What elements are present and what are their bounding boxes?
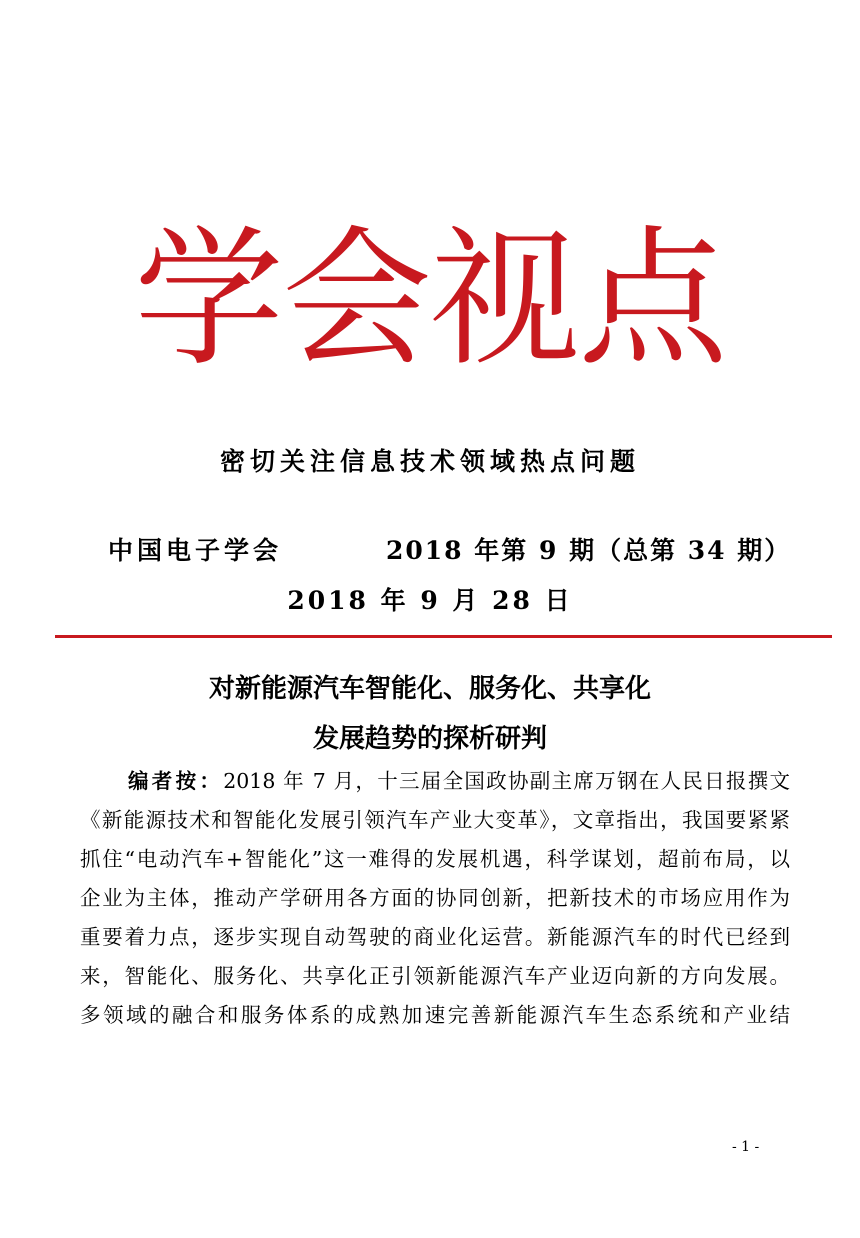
masthead-subtitle: 密切关注信息技术领域热点问题 bbox=[219, 447, 640, 476]
body-line: 抓住“电动汽车+智能化”这一难得的发展机遇，科学谋划，超前布局，以 bbox=[80, 847, 790, 871]
issue-info-line bbox=[108, 535, 792, 567]
issue-number: 2018 年第 9 期（总第 34 期） bbox=[386, 536, 792, 565]
editor-note bbox=[80, 762, 790, 1035]
body-line: 重要着力点，逐步实现自动驾驶的商业化运营。新能源汽车的时代已经到 bbox=[80, 925, 790, 949]
body-line-text: 2018 年 7 月，十三届全国政协副主席万钢在人民日报撰文 bbox=[223, 769, 791, 793]
masthead-title: 学会视点 bbox=[133, 213, 726, 387]
page-number: - 1 - bbox=[732, 1139, 760, 1155]
header-divider bbox=[55, 635, 832, 638]
body-line: 企业为主体，推动产学研用各方面的协同创新，把新技术的市场应用作为 bbox=[80, 886, 790, 910]
organization-name: 中国电子学会 bbox=[108, 536, 283, 565]
body-line: 多领域的融合和服务体系的成熟加速完善新能源汽车生态系统和产业结 bbox=[80, 1003, 790, 1027]
article-title-line-2: 发展趋势的探析研判 bbox=[312, 724, 547, 754]
publication-date: 2018 年 9 月 28 日 bbox=[287, 586, 573, 615]
body-line bbox=[80, 762, 790, 801]
body-line: 《新能源技术和智能化发展引领汽车产业大变革》，文章指出，我国要紧紧 bbox=[80, 808, 790, 832]
editor-note-label: 编者按： bbox=[128, 769, 224, 793]
article-title-line-1: 对新能源汽车智能化、服务化、共享化 bbox=[208, 674, 651, 704]
body-line: 来，智能化、服务化、共享化正引领新能源汽车产业迈向新的方向发展。 bbox=[80, 964, 790, 988]
